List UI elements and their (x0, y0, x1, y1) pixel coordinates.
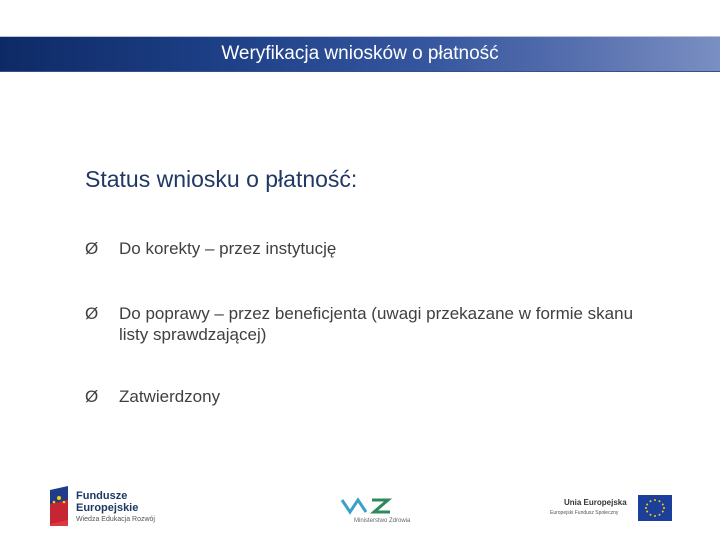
funds-logo-line1: Fundusze (76, 490, 128, 502)
list-item-text: Do korekty – przez instytucję (119, 239, 337, 258)
slide-title: Weryfikacja wniosków o płatność (221, 43, 499, 64)
funds-logo-line2: Europejskie (76, 502, 139, 514)
title-banner (0, 36, 720, 72)
funds-logo-subtitle: Wiedza Edukacja Rozwój (76, 516, 155, 523)
list-item-text: Zatwierdzony (119, 387, 221, 406)
ministry-logo-subtitle: Ministerstwo Zdrowia (354, 518, 411, 524)
eu-logo-title: Unia Europejska (564, 498, 627, 507)
ministry-of-health-logo (338, 494, 418, 528)
list-item-text: Do poprawy – przez beneficjenta (uwagi przekazane w formie skanu listy sprawdzającej) (119, 304, 634, 344)
ministry-mz-mark-icon (338, 494, 418, 518)
section-heading: Status wniosku o płatność: (85, 166, 358, 192)
european-funds-logo (48, 486, 168, 528)
eu-logo (548, 492, 676, 526)
eu-logo-subtitle: Europejski Fundusz Społeczny (550, 510, 619, 516)
eu-flag-icon (638, 495, 672, 521)
arrow-bullet-icon: Ø (85, 387, 99, 406)
arrow-bullet-icon: Ø (85, 304, 99, 323)
arrow-bullet-icon: Ø (85, 239, 99, 258)
european-funds-flag-icon (48, 486, 72, 526)
